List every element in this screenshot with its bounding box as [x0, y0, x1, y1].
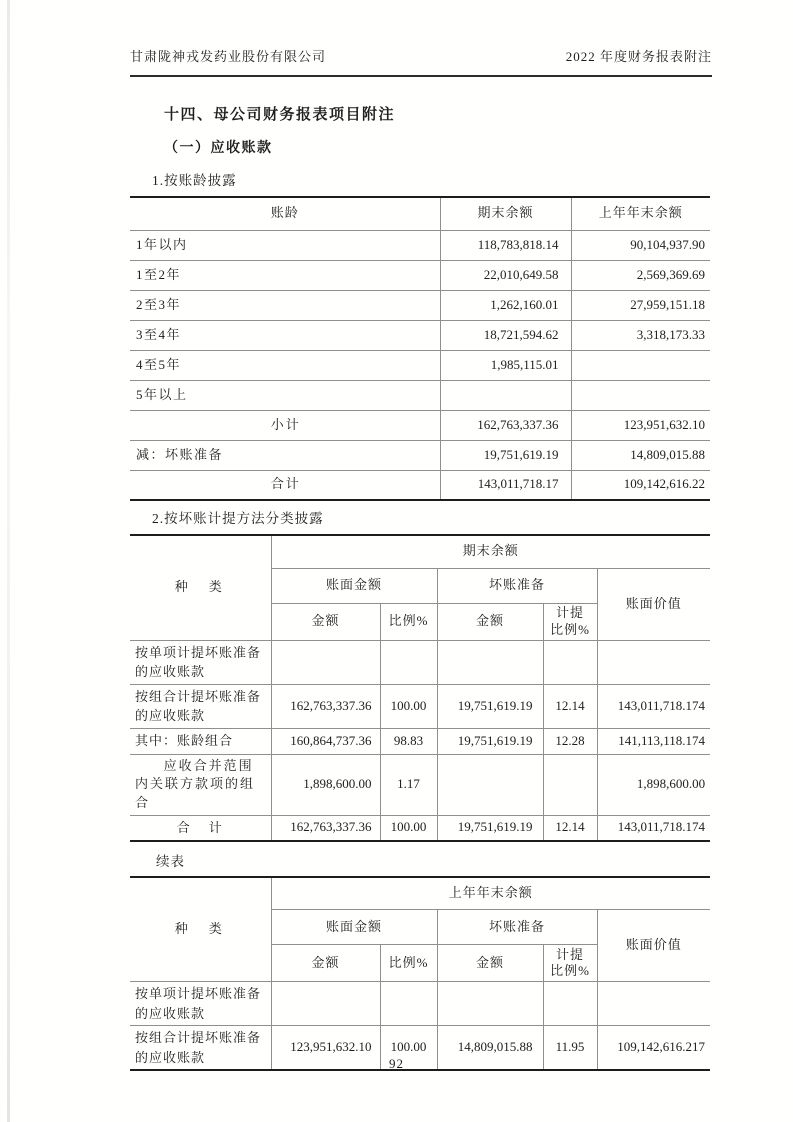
bd-ratio-cell [543, 754, 597, 816]
category-cell: 按单项计提坏账准备的应收账款 [130, 640, 271, 684]
opening-balance-cell: 2,569,369.69 [571, 260, 710, 290]
aging-row [130, 290, 710, 320]
book-value-cell: 143,011,718.174 [597, 816, 710, 841]
aging-label-cell: 1年以内 [130, 230, 440, 260]
opening-balance-cell [571, 350, 710, 380]
category-cell: 其中：账龄组合 [130, 728, 271, 754]
bad-debt-header: 坏账准备 [437, 910, 597, 945]
scan-edge-artifact [7, 0, 10, 1122]
book-balance-header: 账面金额 [271, 568, 437, 603]
provision-row [130, 684, 710, 728]
bd-amount-cell [437, 640, 543, 684]
provision-table-prior [130, 876, 710, 1072]
book-value-cell: 141,113,118.174 [597, 728, 710, 754]
opening-balance-cell: 90,104,937.90 [571, 230, 710, 260]
aging-row [130, 230, 710, 260]
amount-header: 金额 [271, 603, 380, 640]
section-title: 十四、母公司财务报表项目附注 [164, 107, 396, 123]
opening-balance-cell: 109,142,616.22 [571, 470, 710, 500]
page-number: 92 [389, 1056, 404, 1071]
book-value-cell [597, 640, 710, 684]
amount-cell: 123,951,632.10 [271, 1026, 380, 1071]
closing-balance-cell: 22,010,649.58 [440, 260, 571, 290]
book-value-header: 账面价值 [597, 568, 710, 640]
bd-amount-header: 金额 [437, 603, 543, 640]
ratio-cell [380, 982, 437, 1026]
aging-table [130, 196, 710, 501]
opening-balance-cell: 3,318,173.33 [571, 320, 710, 350]
aging-row [130, 380, 710, 410]
book-value-header: 账面价值 [597, 910, 710, 982]
provision-row [130, 754, 710, 816]
opening-balance-cell: 14,809,015.88 [571, 440, 710, 470]
company-name: 甘肃陇神戎发药业股份有限公司 [130, 49, 327, 64]
opening-balance-cell: 27,959,151.18 [571, 290, 710, 320]
closing-balance-cell: 19,751,619.19 [440, 440, 571, 470]
provision-total-row [130, 816, 710, 841]
bd-ratio-cell [543, 982, 597, 1026]
continued-label: 续表 [156, 853, 185, 869]
category-cell: 应收合并范围内关联方款项的组合 [130, 754, 271, 816]
withhold-ratio-line2: 比例% [550, 621, 590, 637]
aging-total-row [130, 470, 710, 500]
report-title: 2022 年度财务报表附注 [565, 49, 712, 64]
bd-amount-cell: 19,751,619.19 [437, 816, 543, 841]
amount-cell [271, 640, 380, 684]
aging-label-cell: 4至5年 [130, 350, 440, 380]
aging-label-cell: 1至2年 [130, 260, 440, 290]
aging-row [130, 320, 710, 350]
category-cell: 合 计 [130, 816, 271, 841]
withhold-ratio-header [543, 603, 597, 640]
amount-cell: 160,864,737.36 [271, 728, 380, 754]
aging-row [130, 350, 710, 380]
closing-balance-cell: 143,011,718.17 [440, 470, 571, 500]
provision-method-title: 2.按坏账计提方法分类披露 [152, 511, 324, 526]
period-header: 上年年末余额 [271, 877, 710, 910]
ratio-cell: 100.00 [380, 816, 437, 841]
aging-subtotal-row [130, 410, 710, 440]
ratio-cell: 100.00 [380, 1026, 437, 1071]
bd-amount-cell [437, 754, 543, 816]
aging-header-row [130, 197, 710, 230]
amount-header: 金额 [271, 945, 380, 982]
aging-label-cell: 合计 [130, 470, 440, 500]
aging-label-cell: 2至3年 [130, 290, 440, 320]
provision-row [130, 982, 710, 1026]
ratio-cell: 98.83 [380, 728, 437, 754]
closing-balance-cell: 18,721,594.62 [440, 320, 571, 350]
closing-balance-header: 期末余额 [440, 197, 571, 230]
bad-debt-header: 坏账准备 [437, 568, 597, 603]
page-content [130, 103, 710, 1071]
bd-ratio-cell [543, 640, 597, 684]
opening-balance-header: 上年年末余额 [571, 197, 710, 230]
withhold-ratio-line1: 计提 [555, 605, 584, 621]
book-balance-header: 账面金额 [271, 910, 437, 945]
withhold-ratio-line1: 计提 [555, 946, 584, 962]
book-value-cell [597, 982, 710, 1026]
ratio-cell [380, 640, 437, 684]
ratio-header: 比例% [380, 945, 437, 982]
category-cell: 按组合计提坏账准备的应收账款 [130, 1026, 271, 1071]
opening-balance-cell [571, 380, 710, 410]
doc-header [130, 46, 712, 77]
bd-amount-cell: 19,751,619.19 [437, 728, 543, 754]
closing-balance-cell: 118,783,818.14 [440, 230, 571, 260]
provision-row [130, 728, 710, 754]
aging-row [130, 260, 710, 290]
category-cell: 按组合计提坏账准备的应收账款 [130, 684, 271, 728]
aging-label-cell: 3至4年 [130, 320, 440, 350]
book-value-cell: 1,898,600.00 [597, 754, 710, 816]
ratio-cell: 1.17 [380, 754, 437, 816]
bd-amount-cell: 19,751,619.19 [437, 684, 543, 728]
bd-ratio-cell: 12.14 [543, 816, 597, 841]
bd-ratio-cell: 11.95 [543, 1026, 597, 1071]
bd-ratio-cell: 12.28 [543, 728, 597, 754]
provision-header-row-1 [130, 535, 710, 568]
amount-cell: 162,763,337.36 [271, 684, 380, 728]
provision-row [130, 640, 710, 684]
amount-cell: 1,898,600.00 [271, 754, 380, 816]
aging-label-cell: 减：坏账准备 [130, 440, 440, 470]
book-value-cell: 143,011,718.174 [597, 684, 710, 728]
bd-ratio-cell: 12.14 [543, 684, 597, 728]
category-cell: 按单项计提坏账准备的应收账款 [130, 982, 271, 1026]
provision-header-row-1 [130, 877, 710, 910]
opening-balance-cell: 123,951,632.10 [571, 410, 710, 440]
aging-label-cell: 小计 [130, 410, 440, 440]
bd-amount-header: 金额 [437, 945, 543, 982]
period-header: 期末余额 [271, 535, 710, 568]
amount-cell [271, 982, 380, 1026]
amount-cell: 162,763,337.36 [271, 816, 380, 841]
book-value-cell: 109,142,616.217 [597, 1026, 710, 1071]
closing-balance-cell: 1,985,115.01 [440, 350, 571, 380]
closing-balance-cell: 1,262,160.01 [440, 290, 571, 320]
bd-amount-cell [437, 982, 543, 1026]
closing-balance-cell [440, 380, 571, 410]
age-column-header: 账龄 [130, 197, 440, 230]
aging-disclosure-title: 1.按账龄披露 [152, 173, 237, 188]
provision-table-current [130, 534, 710, 842]
withhold-ratio-header [543, 945, 597, 982]
aging-baddebt-row [130, 440, 710, 470]
ratio-header: 比例% [380, 603, 437, 640]
subsection-title: （一）应收账款 [164, 141, 273, 156]
ratio-cell: 100.00 [380, 684, 437, 728]
bd-amount-cell: 14,809,015.88 [437, 1026, 543, 1071]
category-header: 种 类 [130, 877, 271, 982]
withhold-ratio-line2: 比例% [550, 963, 590, 979]
category-header: 种 类 [130, 535, 271, 640]
closing-balance-cell: 162,763,337.36 [440, 410, 571, 440]
aging-label-cell: 5年以上 [130, 380, 440, 410]
